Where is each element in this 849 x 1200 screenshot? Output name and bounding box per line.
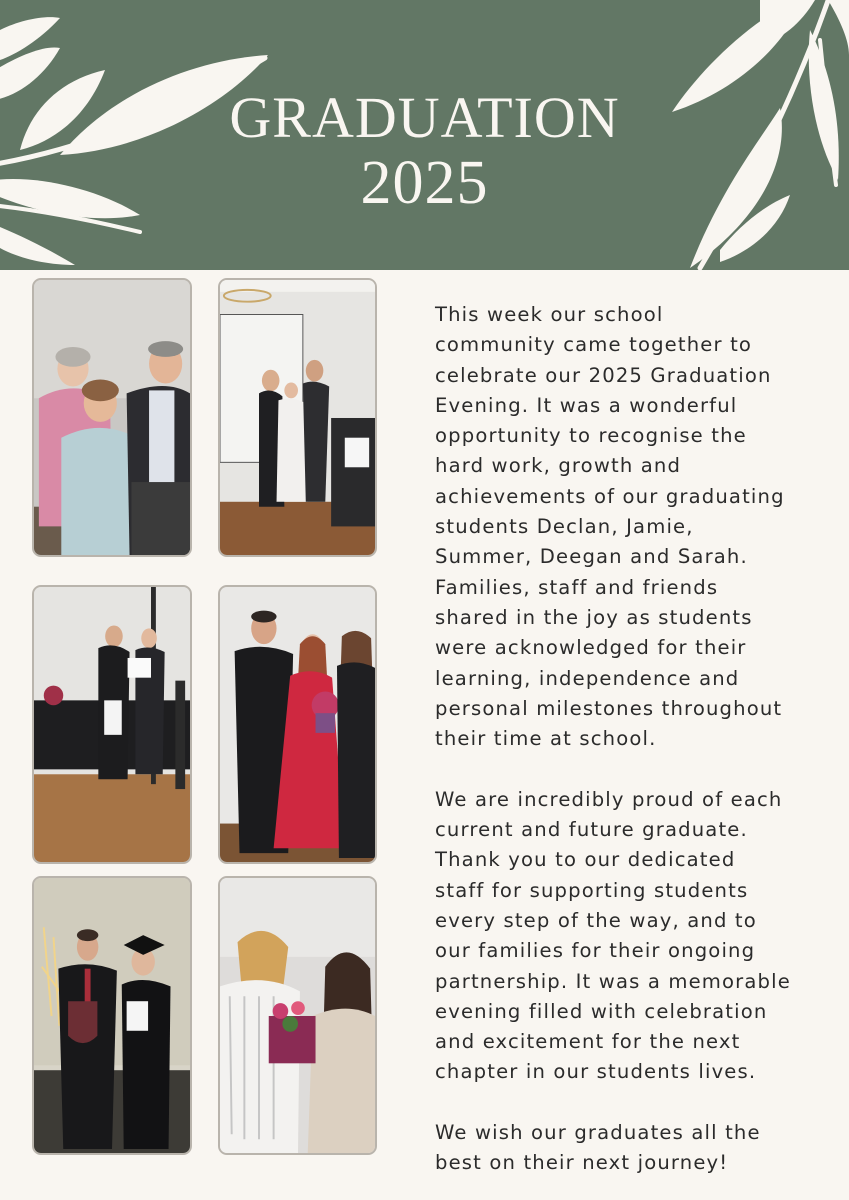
text-line: This week our school [435,303,664,326]
text-line: Evening. It was a wonderful [435,393,738,417]
article-paragraph-1 [435,300,835,754]
page-title: GRADUATION [229,85,620,150]
article-paragraph-3 [435,1118,835,1179]
page-title-year: 2025 [360,149,489,217]
photo-family-portrait [32,278,192,557]
text-line: and excitement for the next [435,1030,741,1054]
article-paragraph-2 [435,785,835,1088]
photo-award-presentation [218,278,377,557]
text-line: We are incredibly proud of each [435,787,783,811]
text-line: Summer, Deegan and Sarah. [435,545,748,569]
text-line: We wish our graduates all the [435,1121,761,1145]
text-line: best on their next journey! [435,1151,729,1175]
article-body [435,300,835,1179]
text-line: Thank you to our dedicated [435,848,736,872]
photo-certificate-handover [32,585,192,864]
text-line: were acknowledged for their [435,636,747,660]
text-line: staff for supporting students [435,878,749,902]
text-line: learning, independence and [435,666,740,690]
header-banner [0,0,849,270]
text-line: community came together to [435,333,753,357]
text-line: hard work, growth and [435,454,682,478]
text-line: evening filled with celebration [435,999,768,1023]
text-line: our families for their ongoing [435,939,756,963]
text-line: students Declan, Jamie, [435,515,694,539]
text-line: partnership. It was a memorable [435,969,791,993]
photo-student-red-dress [218,585,377,864]
text-line: opportunity to recognise the [435,424,747,448]
text-line: achievements of our graduating [435,484,785,508]
text-line: celebrate our 2025 Graduation [435,363,772,387]
text-line: current and future graduate. [435,818,748,842]
photo-graduate-cap-shield [32,876,192,1155]
text-line: personal milestones throughout [435,696,783,720]
text-line: chapter in our students lives. [435,1060,757,1084]
text-line: their time at school. [435,727,657,751]
text-line: shared in the joy as students [435,605,753,629]
text-line: Families, staff and friends [435,575,719,599]
text-line: every step of the way, and to [435,908,757,932]
photo-flowers-gift [218,876,377,1155]
